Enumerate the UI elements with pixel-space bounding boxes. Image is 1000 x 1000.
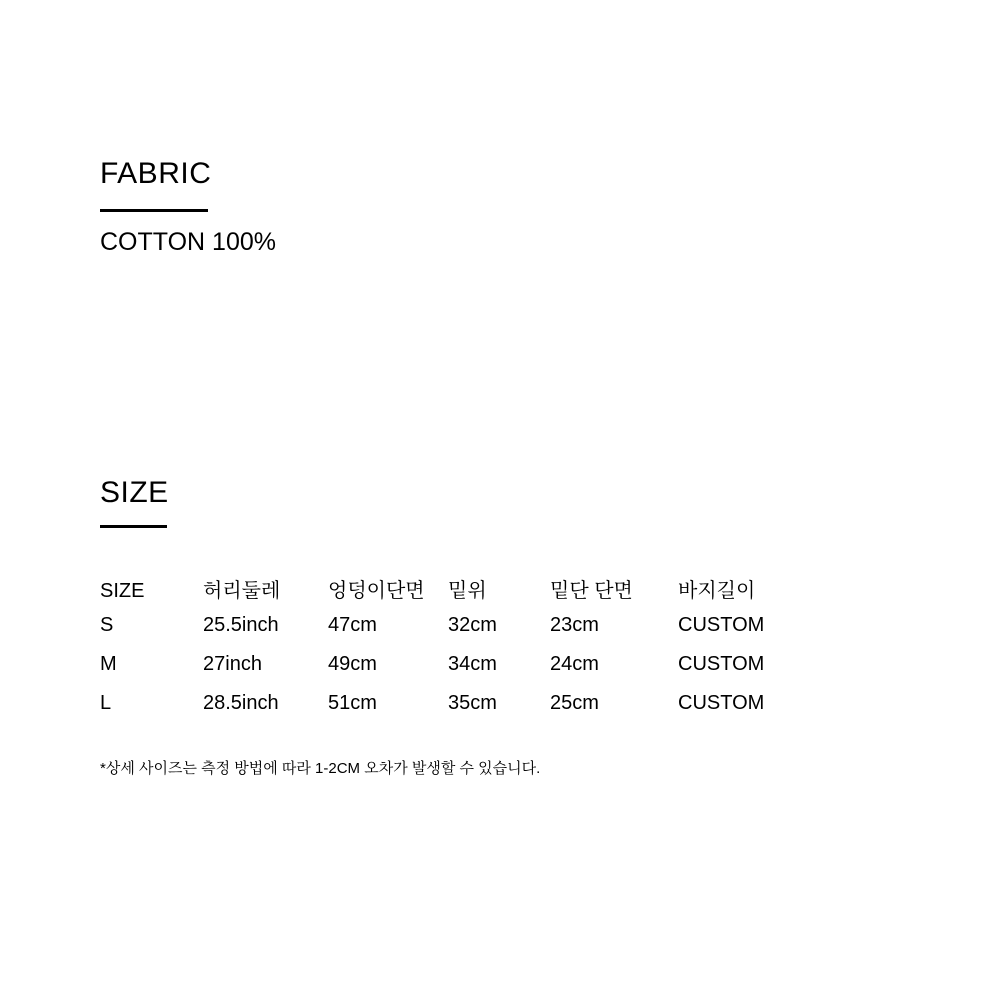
cell-hip: 51cm — [328, 692, 377, 714]
cell-hem: 23cm — [550, 614, 599, 636]
size-section-title: SIZE — [100, 476, 169, 509]
cell-size-label: L — [100, 692, 112, 714]
column-header-rise: 밑위 — [448, 580, 487, 602]
cell-rise: 34cm — [448, 653, 497, 675]
size-row-m — [100, 654, 803, 693]
cell-waist: 27inch — [203, 653, 262, 675]
cell-length: CUSTOM — [678, 692, 765, 714]
cell-hem: 24cm — [550, 653, 599, 675]
cell-hip: 47cm — [328, 614, 377, 636]
size-disclaimer-footnote: *상세 사이즈는 측정 방법에 따라 1-2CM 오차가 발생할 수 있습니다. — [100, 760, 541, 777]
cell-waist: 28.5inch — [203, 692, 279, 714]
fabric-section-title: FABRIC — [100, 157, 212, 190]
size-chart-table — [100, 581, 803, 732]
size-table-header-row — [100, 581, 803, 615]
cell-hip: 49cm — [328, 653, 377, 675]
fabric-title-underline — [100, 209, 208, 212]
cell-length: CUSTOM — [678, 653, 765, 675]
column-header-hip: 엉덩이단면 — [328, 580, 425, 602]
column-header-hem: 밑단 단면 — [550, 580, 633, 602]
cell-size-label: M — [100, 653, 117, 675]
cell-hem: 25cm — [550, 692, 599, 714]
fabric-composition-text: COTTON 100% — [100, 228, 276, 256]
column-header-length: 바지길이 — [678, 580, 756, 602]
cell-size-label: S — [100, 614, 114, 636]
cell-length: CUSTOM — [678, 614, 765, 636]
cell-rise: 32cm — [448, 614, 497, 636]
size-title-underline — [100, 525, 167, 528]
size-row-l — [100, 693, 803, 732]
size-row-s — [100, 615, 803, 654]
column-header-waist: 허리둘레 — [203, 580, 281, 602]
cell-waist: 25.5inch — [203, 614, 279, 636]
column-header-size: SIZE — [100, 580, 145, 602]
cell-rise: 35cm — [448, 692, 497, 714]
